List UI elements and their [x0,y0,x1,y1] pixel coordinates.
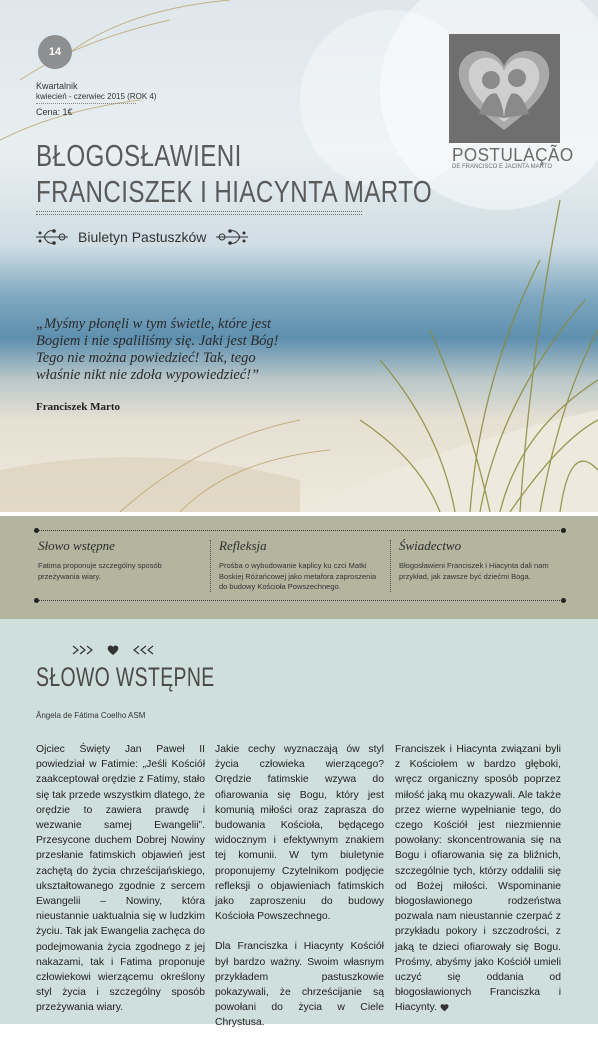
band-divider [38,530,564,531]
periodical-period: kwiecień - czerwiec 2015 (ROK 4) [36,92,157,101]
postulacao-logo [449,34,560,143]
issue-number-badge: 14 [38,35,72,69]
pull-quote: „Myśmy płonęli w tym świetle, które jest Bogiem i nie spaliliśmy się. Jaki jest Bóg! Tego nie można powiedzieć! Tak, tego właśnie nikt nie zdoła wypowiedzieć!” [36,316,279,383]
column-separator [390,540,391,592]
section-heading-3: Świadectwo [399,538,462,553]
meta-divider [36,103,136,104]
article-paragraph: Ojciec Święty Jan Paweł II powiedział w Fatimie: „Jeśli Kościół zaakceptował orędzie z Fatimy, stało się tak przede wszystkim dlatego, że orędzie to zawiera prawdę i wezwanie samej Ewangelii”. Przesycone duchem Dobrej Nowiny przesłanie fatimskich objawień jest zachętą do życia chrześcijańskiego, ukształtowanego zgodnie z sercem Ewangelii – Nowiny, która nieustannie uaktualnia się w ludzkim życiu. Tak jak Ewangelia zachęca do podejmowania życia zgodnego z jej nakazami, tak i Fatima proponuje człowiekowi wierzącemu określony styl życia i szczególny sposób przeżywania wiary. [36,744,206,1014]
page-title [36,138,432,210]
article-author: Ângela de Fátima Coelho ASM [36,711,146,720]
band-dot [561,598,566,603]
flourish-right-icon [214,226,250,248]
arrows-right-icon [71,645,97,655]
quote-author: Franciszek Marto [36,401,120,413]
article-paragraph [395,742,561,1016]
title-line-1: BŁOGOSŁAWIENI [36,138,242,173]
end-heart-icon [440,1003,449,1012]
bulletin-label: Biuletyn Pastuszków [78,229,207,245]
arrows-left-icon [129,645,155,655]
section-heading-1: Słowo wstępne [38,538,115,553]
bulletin-label-row [34,226,250,248]
price: Cena: 1€ [36,107,73,117]
logo-subtitle: DE FRANCISCO E JACINTA MARTO [452,164,553,170]
title-line-2: FRANCISZEK I HIACYNTA MARTO [36,174,433,209]
section-heading-2: Refleksja [219,538,267,553]
article-paragraph-text: Franciszek i Hiacynta związani byli z Kościołem w bardzo głęboki, wręcz organiczny sposób poprzez miłość jaką mu okazywali. Ale także przez wierne wypełnianie tego, do czego Kościół jest niezmiennie powołany: skoncentrowania się na Bogu i ofiarowania się za bliźnich, szczególnie tych, którzy oddalili się od Bożej miłości. Wspominanie błogosławionego rodzeństwa pozwala nam nieustannie czerpać z przykładu pokory i szczodrości, z jaką te dzieci ofiarowały się Bogu. Prośmy, abyśmy jako Kościół umieli uczyć się oddania od błogosławionych Franciszka i Hiacynty. [395,744,561,1014]
heart-children-icon [449,34,560,143]
section-text-2: Prośba o wybudowanie kaplicy ku czci Matki Boskiej Różańcowej jako metafora zaproszenia do budowy Kościoła Powszechnego. [219,561,377,591]
article-column-3 [395,742,561,1031]
section-text-1: Fatima proponuje szczególny sposób przeżywania wiary. [38,561,162,581]
section-ornament [71,644,155,656]
section-text-3: Błogosławieni Franciszek i Hiacynta dali nam przykład, jak zawsze być dziećmi Boga. [399,561,549,581]
band-dot [561,528,566,533]
column-separator [210,540,211,592]
article-column-1 [36,742,205,1031]
periodical-type: Kwartalnik [36,81,78,91]
flourish-left-icon [34,226,70,248]
article-paragraph: Dla Franciszka i Hiacynty Kościół był bardzo ważny. Swoim własnym przykładem pastuszkowie pokazywali, że chrześcijanie są powołani do życia w Ciele Chrystusa. [215,941,384,1029]
logo-name: POSTULAÇÃO [452,145,574,165]
title-divider [36,211,362,212]
title-divider [36,214,362,215]
article-paragraph: Jakie cechy wyznaczają ów styl życia człowieka wierzącego? Orędzie fatimskie wzywa do ofiarowania się Bogu, który jest komunią miłości oraz zaprasza do budowania Kościoła, będącego widocznym i efektywnym znakiem tej komunii. W tym biuletynie proponujemy Czytelnikom podjęcie refleksji o objawieniach fatimskich jako zaproszeniu do budowy Kościoła Powszechnego. [215,744,384,923]
article-title: SŁOWO WSTĘPNE [36,662,215,692]
article-column-2 [215,742,384,1046]
band-divider [38,600,564,601]
heart-icon [107,644,119,656]
